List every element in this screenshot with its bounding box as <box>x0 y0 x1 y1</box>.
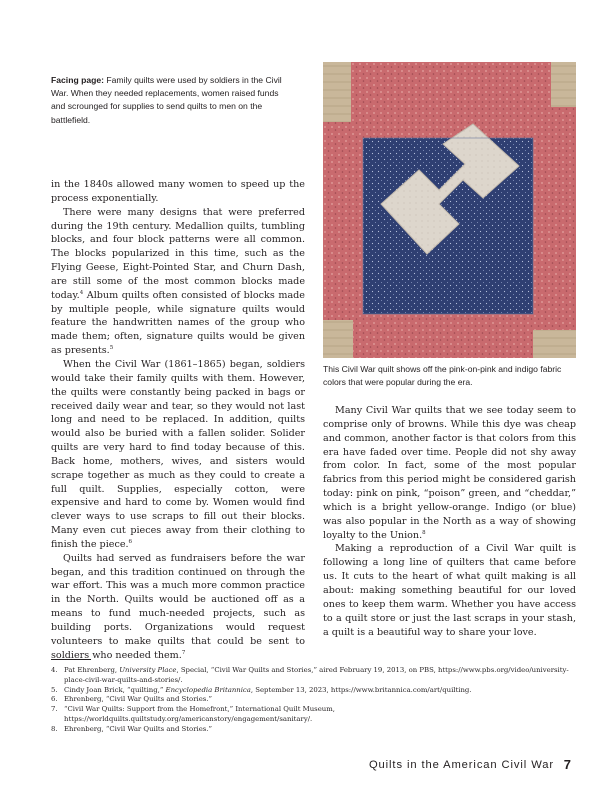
facing-page-caption <box>51 74 291 127</box>
paragraph: There were many designs that were preferred during the 19th century. Medallion quilts, tumbling blocks, and four block patterns were all common. The blocks popularized in this time, such as the Flying Geese, Eight-Pointed Star, and Churn Dash, are still some of the most common blocks made today.$^4$ Album quilts often consisted of blocks made by multiple people, while signature quilts would feature the handwritten names of the group who made them; often, signature quilts would be given as presents.$^5$ <box>51 206 305 357</box>
right-text-column <box>323 404 576 639</box>
paragraph: in the 1840s allowed many women to speed up the process exponentially. <box>51 179 305 204</box>
civil-war-quilt-photo <box>323 62 576 358</box>
footnote: 8. Ehrenberg, “Civil War Quilts and Stories.” <box>51 724 213 733</box>
paragraph: Quilts had served as fundraisers before the war began, and this tradition continued on through the war effort. This was a much more common practice in the North. Quilts would be auctioned off as a means to fund much-needed projects, such as building ports. Organizations would request volunteers to make quilts that could be sent to soldiers who needed them.$^7$ <box>51 552 305 661</box>
footnote: 5. Cindy Joan Brick, “quilting,” Encyclopedia Britannica, September 13, 2023, https://www.britannica.com/art/quilting. <box>51 685 472 694</box>
footnotes <box>51 666 576 735</box>
paragraph: Making a reproduction of a Civil War quilt is following a long line of quilters that came before us. It cuts to the heart of what quilt making is all about: making something beautiful for our loved ones to keep them warm. Whether you have access to a quilt store or just the last scraps in your stash, a quilt is a beautiful way to share your love. <box>323 543 576 638</box>
footnote-rule <box>51 659 91 660</box>
left-text-column <box>51 178 305 663</box>
running-footer-title: Quilts in the American Civil War <box>368 759 554 771</box>
page-number: 7 <box>563 757 571 772</box>
paragraph: When the Civil War (1861–1865) began, soldiers would take their family quilts with them. However, the quilts were constantly being packed in bags or received daily wear and tear, so they would not last long and need to be replaced. In addition, quilts would also be buried with a fallen solider. Solider quilts are very hard to find today because of this. Back home, mothers, wives, and sisters would scrape together as much as they could to create a full quilt. Supplies, especially cotton, were expensive and hard to come by. Women would find clever ways to use scraps to fill out their blocks. Many even cut pieces away from their clothing to finish the piece.$^6$ <box>51 358 305 550</box>
footnote: 7. “Civil War Quilts: Support from the Homefront,” International Quilt Museum, https://worldquilts.quiltstudy.org/americanstory/engagement/sanitary/. <box>51 705 335 723</box>
photo-caption: This Civil War quilt shows off the pink-on-pink and indigo fabric colors that were popular during the era. <box>323 364 562 388</box>
paragraph: Many Civil War quilts that we see today seem to comprise only of browns. While this dye was cheap and common, another factor is that colors from this era have faded over time. People did not shy away from color. In fact, some of the most popular fabrics from this period might be considered garish today: pink on pink, “poison” green, and “cheddar,” which is a bright yellow-orange. Indigo (or blue) was also popular in the North as a way of showing loyalty to the Union.$^8$ <box>323 405 576 541</box>
facing-caption-text: Family quilts were used by soldiers in the Civil War. When they needed replacements, women raised funds and scrounged for supplies to send quilts to men on the battlefield. <box>51 75 282 125</box>
facing-caption-lead: Facing page: <box>51 75 105 85</box>
footnote: 4. Pat Ehrenberg, University Place, Special, “Civil War Quilts and Stories,” aired February 19, 2013, on PBS, https://www.pbs.org/video/university-place-civil-war-quilts-and-stories/. <box>51 666 569 684</box>
footnote: 6. Ehrenberg, “Civil War Quilts and Stories.” <box>51 695 213 704</box>
